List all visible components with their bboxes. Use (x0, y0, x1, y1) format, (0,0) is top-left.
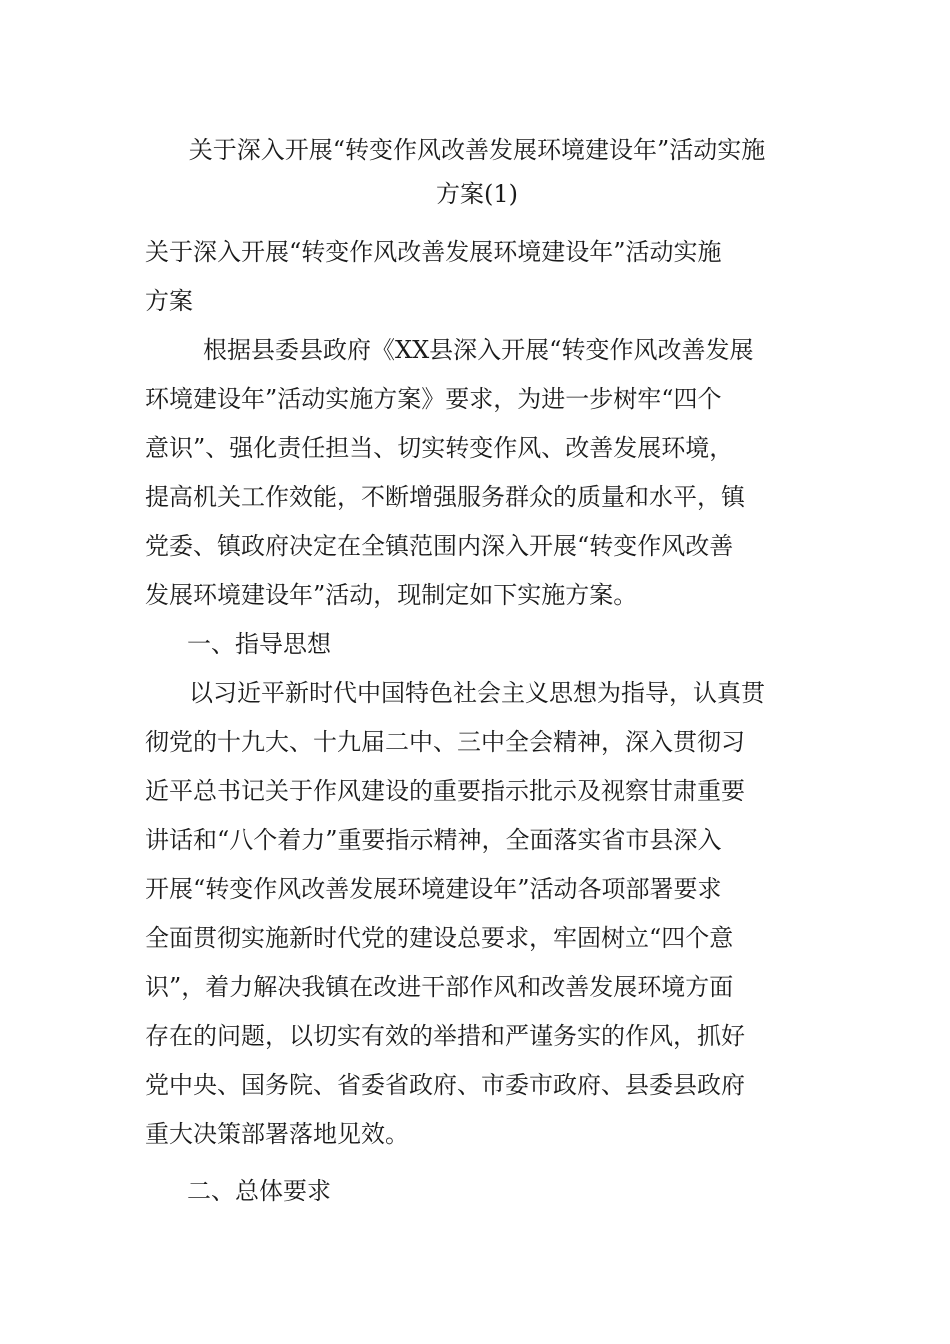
section-gap (145, 1159, 809, 1167)
intro-line-6: 发展环境建设年”活动，现制定如下实施方案。 (145, 581, 638, 609)
intro-line-1: 根据县委县政府《XX县深入开展“转变作风改善发展 (203, 336, 754, 364)
section1-line-10: 重大决策部署落地见效。 (145, 1120, 409, 1148)
section1-line-6: 全面贯彻实施新时代党的建设总要求，牢固树立“四个意 (145, 924, 734, 952)
document-title (145, 128, 809, 216)
intro-line-3: 意识”、强化责任担当、切实转变作风、改善发展环境， (145, 434, 734, 462)
section1-line-7: 识”，着力解决我镇在改进干部作风和改善发展环境方面 (145, 973, 734, 1001)
document-body (145, 228, 809, 1216)
intro-line-5: 党委、镇政府决定在全镇范围内深入开展“转变作风改善 (145, 532, 734, 560)
section2-heading: 二、总体要求 (187, 1177, 331, 1205)
subtitle-line-1: 关于深入开展“转变作风改善发展环境建设年”活动实施 (145, 238, 722, 266)
section1-line-4: 讲话和“八个着力”重要指示精神，全面落实省市县深入 (145, 826, 722, 854)
section1-line-2: 彻党的十九大、十九届二中、三中全会精神，深入贯彻习 (145, 728, 745, 756)
section1-line-1: 以习近平新时代中国特色社会主义思想为指导，认真贯 (189, 679, 765, 707)
section1-line-8: 存在的问题，以切实有效的举措和严谨务实的作风，抓好 (145, 1022, 745, 1050)
section1-line-9: 党中央、国务院、省委省政府、市委市政府、县委县政府 (145, 1071, 745, 1099)
section1-line-3: 近平总书记关于作风建设的重要指示批示及视察甘肃重要 (145, 777, 745, 805)
section1-heading: 一、指导思想 (187, 630, 331, 658)
title-line-2: 方案(1) (436, 180, 518, 208)
section1-line-5: 开展“转变作风改善发展环境建设年”活动各项部署要求 (145, 875, 722, 903)
title-line-1: 关于深入开展“转变作风改善发展环境建设年”活动实施 (188, 136, 766, 164)
intro-line-4: 提高机关工作效能，不断增强服务群众的质量和水平，镇 (145, 483, 745, 511)
subtitle-line-2: 方案 (145, 287, 193, 315)
intro-line-2: 环境建设年”活动实施方案》要求，为进一步树牢“四个 (145, 385, 722, 413)
